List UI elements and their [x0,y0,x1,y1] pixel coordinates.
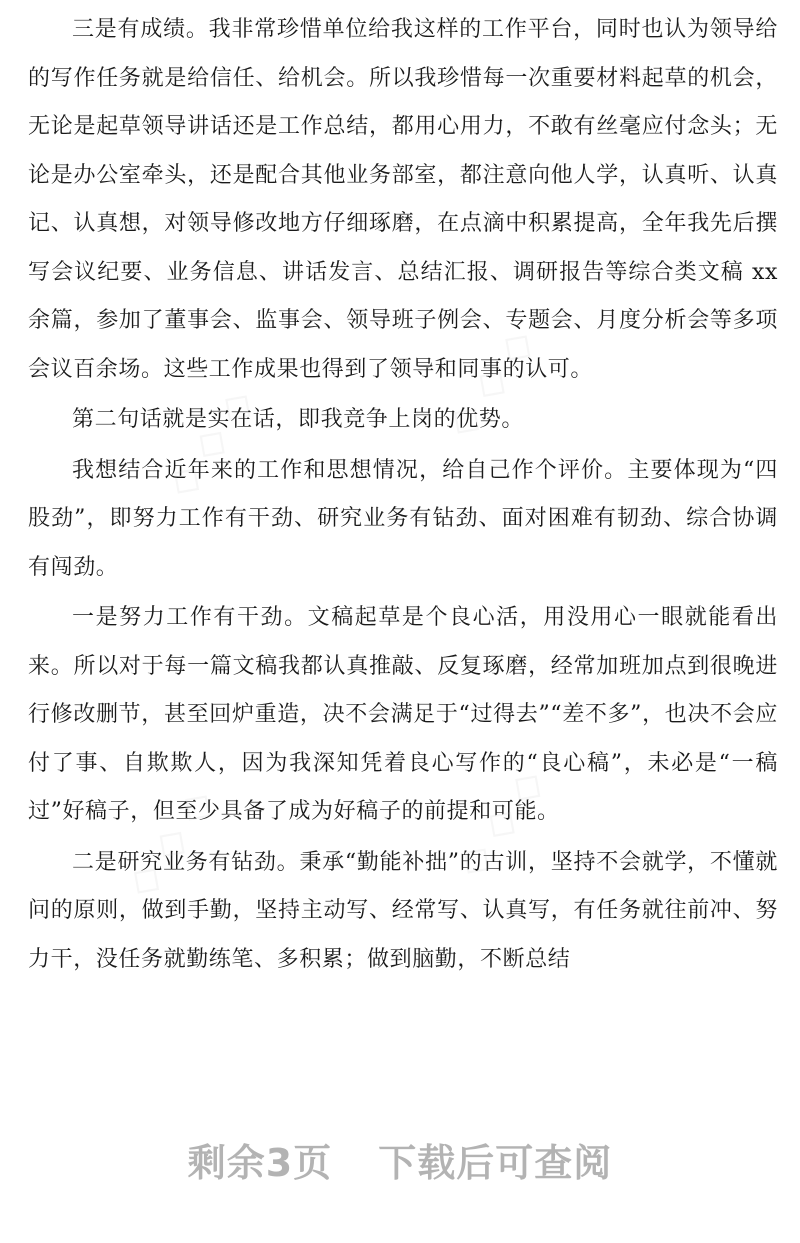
paragraph: 三是有成绩。我非常珍惜单位给我这样的工作平台，同时也认为领导给的写作任务就是给信任、给机会。所以我珍惜每一次重要材料起草的机会，无论是起草领导讲话还是工作总结，都用心用力，不敢有丝毫应付念头；无论是办公室牵头，还是配合其他业务部室，都注意向他人学，认真听、认真记、认真想，对领导修改地方仔细琢磨，在点滴中积累提高，全年我先后撰写会议纪要、业务信息、讲话发言、总结汇报、调研报告等综合类文稿 xx 余篇，参加了董事会、监事会、领导班子例会、专题会、月度分析会等多项会议百余场。这些工作成果也得到了领导和同事的认可。 [28,17,778,382]
watermark-logo: ◇ ◇ ◇ [436,320,544,446]
document-body [28,6,778,986]
paragraph: 第二句话就是实在话，即我竞争上岗的优势。 [72,407,525,432]
download-prompt[interactable] [0,1132,800,1187]
watermark-logo: ◇ ◇ ◇ [446,760,554,886]
paragraph: 二是研究业务有钻劲。秉承“勤能补拙”的古训，坚持不会就学，不懂就问的原则，做到手勤，坚持主动写、经常写、认真写，有任务就往前冲、努力干，没任务就勤练笔、多积累；做到脑勤，不断总结 [28,849,778,972]
watermark-logo: ◇ ◇ ◇ [116,780,224,906]
remaining-pages-label: 剩余3页 [187,1141,333,1185]
download-hint-label: 下载后可查阅 [378,1141,613,1185]
paragraph: 一是努力工作有干劲。文稿起草是个良心活，用没用心一眼就能看出来。所以对于每一篇文稿我都认真推敲、反复琢磨，经常加班加点到很晚进行修改删节，甚至回炉重造，决不会满足于“过得去”“差不多”，也决不会应付了事、自欺欺人，因为我深知凭着良心写作的“良心稿”，未必是“一稿过”好稿子，但至少具备了成为好稿子的前提和可能。 [28,605,778,824]
paragraph: 我想结合近年来的工作和思想情况，给自己作个评价。主要体现为“四股劲”，即努力工作有干劲、研究业务有钻劲、面对困难有韧劲、综合协调有闯劲。 [28,457,778,580]
watermark-logo: ◇ ◇ ◇ [156,380,264,506]
